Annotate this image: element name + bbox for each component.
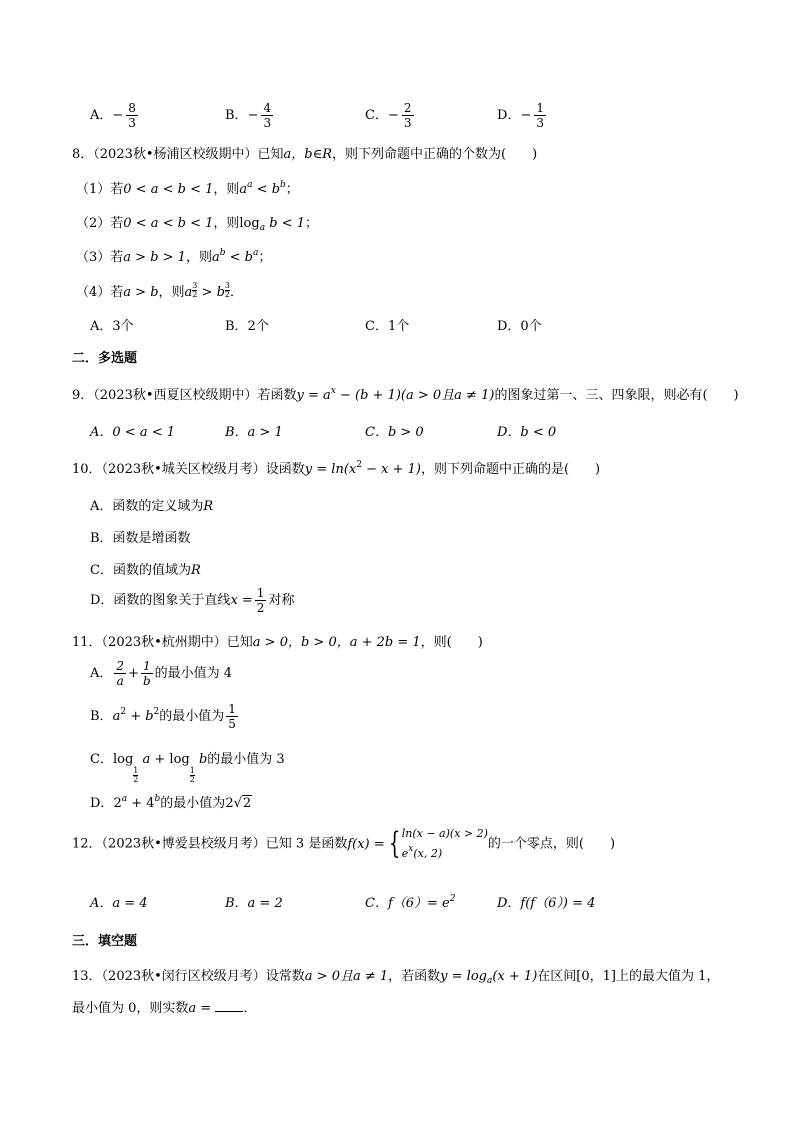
option-letter: D．	[497, 108, 521, 123]
option-end: 对称	[268, 593, 295, 608]
sqrt-radicand: 2	[242, 796, 252, 811]
item-cond: 0 < a < b < 1	[123, 182, 214, 197]
denominator: 3	[536, 116, 544, 130]
piecewise-function	[347, 826, 488, 862]
fraction	[126, 102, 138, 129]
sqrt-symbol: √	[233, 796, 242, 811]
item-base-a: a	[239, 182, 248, 197]
q12-option-a: A．a = 4	[90, 896, 148, 911]
numerator: 1	[142, 659, 151, 673]
piece-base: e	[401, 846, 409, 860]
stem-end: ．	[243, 1001, 257, 1016]
piecewise-lines	[402, 826, 488, 862]
q8-item-4	[76, 281, 243, 300]
q11-stem	[72, 631, 483, 650]
item-pre: （4）若	[76, 285, 124, 300]
fraction	[226, 703, 238, 730]
q11-option-b	[90, 703, 240, 730]
item-exp: a	[253, 248, 259, 258]
exp: a	[121, 794, 128, 804]
minus-sign: −	[387, 108, 399, 123]
fraction	[402, 102, 414, 129]
fraction	[141, 660, 153, 687]
item-pre: （2）若	[76, 216, 124, 231]
log-arg: a +	[138, 752, 170, 767]
option-var: x =	[230, 593, 253, 608]
stem-text: 8．（2023秋•杨浦区校级期中）已知	[72, 147, 284, 162]
option-letter: D．	[90, 796, 114, 811]
formula-exp: x	[330, 386, 336, 396]
denominator: 2	[189, 775, 195, 784]
item-rel: >	[197, 285, 217, 300]
piece-1: ln(x − a)(x > 2)	[401, 827, 488, 840]
item-base-a: a	[211, 250, 220, 265]
option-var: R	[203, 499, 214, 514]
denominator: 5	[228, 717, 236, 731]
option-text: C．f（6）= e	[365, 896, 450, 911]
stem-end: 的图象过第一、三、四象限，则必有( )	[494, 388, 739, 403]
q12-option-c	[365, 892, 455, 911]
q7-option-d	[497, 102, 548, 129]
item-mid: ，则	[158, 285, 185, 300]
piece-rest: (x, 2)	[413, 846, 443, 860]
stem-text: 9．（2023秋•西夏区校级期中）若函数	[72, 388, 297, 403]
stem-text: 12．（2023秋•博爱县校级月考）已知 3 是函数	[72, 836, 348, 852]
expr: a	[112, 709, 121, 724]
denominator: 3	[128, 116, 136, 130]
denominator: 3	[263, 116, 272, 130]
q8-option-b: B．2个	[225, 319, 269, 334]
option-end: 的最小值为 3	[207, 752, 285, 767]
q7-option-c	[365, 102, 416, 129]
denominator: 2	[256, 601, 265, 615]
option-letter: A．	[90, 108, 113, 123]
exp: 2	[153, 707, 160, 717]
stem-mid: 在区间	[537, 969, 577, 984]
q11-option-c	[90, 748, 285, 784]
interval: [0，1]	[576, 969, 616, 984]
plus-sign: +	[128, 666, 139, 681]
numerator: 3	[224, 281, 230, 290]
q8-option-a: A．3个	[90, 319, 134, 334]
log-text: log	[239, 216, 260, 231]
q8-option-d: D．0个	[497, 319, 542, 334]
q10-option-c	[90, 559, 201, 578]
formula-exp: 2	[356, 460, 362, 470]
item-base-b: b	[271, 182, 281, 197]
numerator: 1	[133, 766, 139, 775]
item-pre: （3）若	[76, 250, 124, 265]
q8-item-1	[76, 178, 299, 197]
q12-stem	[72, 826, 615, 862]
item-rel: <	[252, 182, 272, 197]
stem-text: 13．（2023秋•闵行区校级月考）设常数	[72, 969, 305, 984]
item-base-b: b	[244, 250, 253, 265]
denominator: 2	[192, 290, 198, 299]
q8-option-c: C．1个	[365, 319, 410, 334]
option-letter: B．	[225, 108, 248, 123]
q9-option-a: A．0 < a < 1	[90, 425, 175, 440]
stem-end: 的一个零点，则( )	[487, 836, 616, 852]
item-cond: a > b	[123, 285, 159, 300]
denominator: 2	[133, 775, 139, 784]
q8-stem	[72, 143, 537, 162]
piece-2	[402, 843, 488, 863]
numerator: 1	[228, 702, 236, 716]
option-text: A．函数的定义域为	[90, 499, 204, 514]
section-heading-fill-in: 三．填空题	[72, 934, 138, 949]
log-base-fraction	[133, 767, 138, 784]
log-base: a	[259, 223, 266, 233]
denominator: b	[142, 674, 151, 688]
formula-rest: − x + 1)	[361, 462, 421, 477]
item-mid: ，则	[213, 182, 240, 197]
option-letter: C．	[365, 108, 388, 123]
base: 2	[113, 796, 122, 811]
stem-end: 上的最大值为 1，	[615, 969, 720, 984]
item-base-b: b	[216, 285, 225, 300]
minus-sign: −	[520, 108, 532, 123]
function-name: f(x) =	[347, 836, 385, 852]
log-arg: (x + 1)	[492, 969, 538, 984]
option-letter: B．	[90, 709, 113, 724]
stem-cond: a > 0，b > 0，a + 2b = 1	[252, 635, 421, 650]
denominator: 2	[224, 290, 230, 299]
formula-rest: − (b + 1)(a > 0且a ≠ 1)	[335, 388, 495, 403]
stem-end: ，则( )	[420, 635, 483, 650]
exp: 2	[449, 894, 456, 904]
log-arg: b	[194, 752, 208, 767]
log-base-fraction	[190, 767, 195, 784]
fraction	[255, 587, 267, 614]
numerator: 1	[536, 101, 544, 115]
minus-sign: −	[247, 108, 259, 123]
numerator: 2	[116, 659, 125, 673]
denominator: 3	[403, 116, 412, 130]
q7-option-b	[225, 102, 275, 129]
item-base-a: a	[184, 285, 193, 300]
piece-exp: x	[408, 843, 414, 854]
answer-var: a =	[188, 1001, 212, 1016]
option-letter: C．	[90, 752, 113, 767]
stem-cond: a > 0且a ≠ 1	[304, 969, 389, 984]
section-heading-multiple-choice: 二．多选题	[72, 351, 138, 366]
q9-option-b: B．a > 1	[225, 425, 283, 440]
stem-mid: ，若函数	[388, 969, 441, 984]
item-end: ．	[229, 285, 243, 300]
q9-option-d: D．b < 0	[497, 425, 557, 440]
minus-sign: −	[112, 108, 124, 123]
numerator: 1	[189, 766, 195, 775]
numerator: 2	[403, 101, 412, 115]
item-exp: a	[247, 180, 253, 190]
answer-blank[interactable]	[215, 999, 243, 1012]
stem-vars: a，b∈R	[283, 147, 333, 162]
q13-line-2	[72, 997, 256, 1016]
q7-option-a	[90, 102, 140, 129]
coefficient: 2	[225, 796, 234, 811]
item-rel: <	[225, 250, 245, 265]
numerator: 1	[256, 586, 265, 600]
item-exp: b	[280, 180, 286, 190]
item-mid: ，则	[213, 216, 240, 231]
stem-text: 最小值为 0，则实数	[72, 1001, 189, 1016]
item-cond: a > b > 1	[123, 250, 186, 265]
q9-option-c: C．b > 0	[365, 425, 424, 440]
option-text: C．函数的值域为	[90, 563, 191, 578]
log-text: log	[169, 752, 190, 767]
stem-end: ，则下列命题中正确的是( )	[420, 462, 601, 477]
q12-option-d: D．f(f（6）) = 4	[497, 896, 596, 911]
option-text: D．函数的图象关于直线	[90, 593, 231, 608]
numerator: 4	[263, 101, 272, 115]
option-mid: 的最小值为	[159, 709, 225, 724]
numerator: 3	[192, 281, 198, 290]
log-text: y = log	[440, 969, 487, 984]
formula: y = a	[296, 388, 331, 403]
exp: 2	[120, 707, 127, 717]
option-var: R	[190, 563, 201, 578]
q8-item-3	[76, 246, 271, 265]
stem-end: ，则下列命题中正确的个数为( )	[332, 147, 538, 162]
fraction	[534, 102, 546, 129]
item-end: ；	[258, 250, 272, 265]
item-pre: （1）若	[76, 182, 124, 197]
fraction	[114, 660, 126, 687]
stem-text: 11．（2023秋•杭州期中）已知	[72, 635, 253, 650]
log-text: log	[112, 752, 134, 767]
q10-option-b: B．函数是增函数	[90, 531, 191, 546]
option-mid: 的最小值为	[160, 796, 226, 811]
q13-line-1	[72, 965, 719, 986]
option-end: 的最小值为 4	[154, 666, 233, 681]
brace-icon: {	[388, 826, 400, 861]
formula: y = ln(x	[304, 462, 357, 477]
q12-option-b: B．a = 2	[225, 896, 283, 911]
stem-text: 10．（2023秋•城关区校级月考）设函数	[72, 462, 305, 477]
q10-option-a	[90, 495, 213, 514]
fraction	[261, 102, 273, 129]
item-exp: b	[219, 248, 226, 258]
item-cond: 0 < a < b < 1	[123, 216, 214, 231]
item-end: ；	[285, 182, 299, 197]
expr: + b	[126, 709, 154, 724]
log-base: a	[486, 976, 493, 986]
item-end: ；	[304, 216, 318, 231]
q11-option-a	[90, 660, 232, 687]
plus-term: + 4	[127, 796, 155, 811]
denominator: a	[116, 674, 124, 688]
log-arg: b < 1	[265, 216, 305, 231]
exp: b	[154, 794, 161, 804]
q9-stem	[72, 384, 739, 403]
q11-option-d	[90, 792, 252, 811]
numerator: 8	[128, 101, 136, 115]
q10-option-d	[90, 587, 294, 614]
q8-item-2	[76, 212, 318, 233]
option-letter: A．	[90, 666, 113, 681]
item-mid: ，则	[185, 250, 212, 265]
q10-stem	[72, 458, 600, 477]
